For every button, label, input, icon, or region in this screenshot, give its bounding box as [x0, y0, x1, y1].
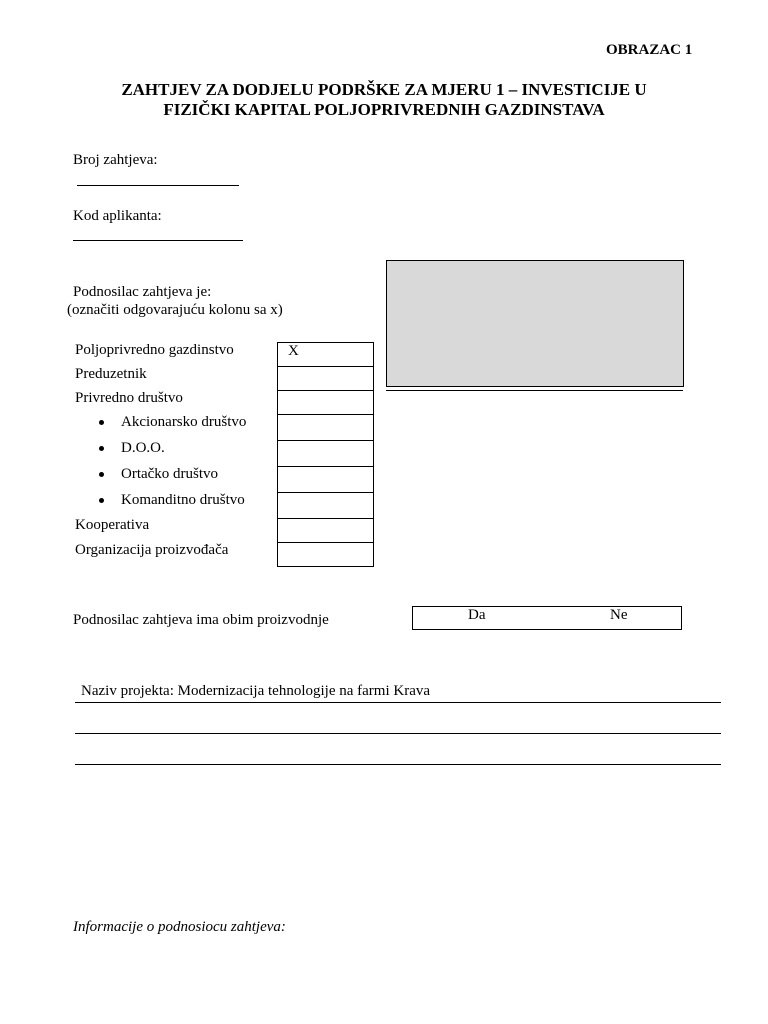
applicant-type-checkbox[interactable]: [277, 390, 374, 415]
applicant-type-checkbox[interactable]: [277, 542, 374, 567]
form-title-line-1: ZAHTJEV ZA DODJELU PODRŠKE ZA MJERU 1 – INVESTICIJE U: [121, 80, 647, 99]
applicant-type-checkbox[interactable]: [277, 518, 374, 543]
applicant-type-row-label: Ortačko društvo: [121, 466, 219, 482]
applicant-type-checkbox[interactable]: [277, 466, 374, 493]
project-name-line[interactable]: [75, 764, 721, 765]
production-scope-label: Podnosilac zahtjeva ima obim proizvodnje: [73, 612, 329, 628]
bullet-icon: [99, 420, 104, 425]
checkbox-mark: X: [288, 343, 299, 359]
applicant-type-row-label: Akcionarsko društvo: [121, 414, 247, 430]
project-name-line[interactable]: [75, 702, 721, 703]
applicant-code-field[interactable]: [73, 240, 243, 241]
applicant-type-checkbox[interactable]: [277, 342, 374, 367]
no-option[interactable]: Ne: [610, 607, 628, 623]
applicant-type-row-label: Komanditno društvo: [121, 492, 245, 508]
applicant-type-checkbox[interactable]: [277, 440, 374, 467]
bullet-icon: [99, 446, 104, 451]
stamp-underline: [386, 390, 683, 391]
bullet-icon: [99, 472, 104, 477]
form-title-line-2: FIZIČKI KAPITAL POLJOPRIVREDNIH GAZDINSTAVA: [163, 100, 605, 119]
applicant-type-checkbox[interactable]: [277, 414, 374, 441]
applicant-type-row-label: Organizacija proizvođača: [75, 542, 229, 558]
form-id: OBRAZAC 1: [606, 42, 693, 58]
applicant-info-heading: Informacije o podnosiocu zahtjeva:: [73, 919, 286, 935]
project-name-line[interactable]: [75, 733, 721, 734]
applicant-type-row-label: Privredno društvo: [75, 390, 183, 406]
applicant-type-checkbox[interactable]: [277, 366, 374, 391]
request-number-field[interactable]: [77, 185, 239, 186]
applicant-type-row-label: Preduzetnik: [75, 366, 147, 382]
applicant-type-label: Podnosilac zahtjeva je:: [73, 284, 212, 300]
applicant-type-checkbox[interactable]: [277, 492, 374, 519]
production-scope-box: [412, 606, 682, 630]
project-name-label: Naziv projekta: Modernizacija tehnologije na farmi Krava: [81, 683, 431, 699]
applicant-type-row-label: Poljoprivredno gazdinstvo: [75, 342, 234, 358]
applicant-code-label: Kod aplikanta:: [73, 208, 162, 224]
bullet-icon: [99, 498, 104, 503]
applicant-type-instruction: (označiti odgovarajuću kolonu sa x): [67, 302, 283, 318]
applicant-type-row-label: D.O.O.: [121, 440, 165, 456]
applicant-type-row-label: Kooperativa: [75, 517, 150, 533]
request-number-label: Broj zahtjeva:: [73, 152, 158, 168]
stamp-area: [386, 260, 684, 387]
yes-option[interactable]: Da: [468, 607, 486, 623]
